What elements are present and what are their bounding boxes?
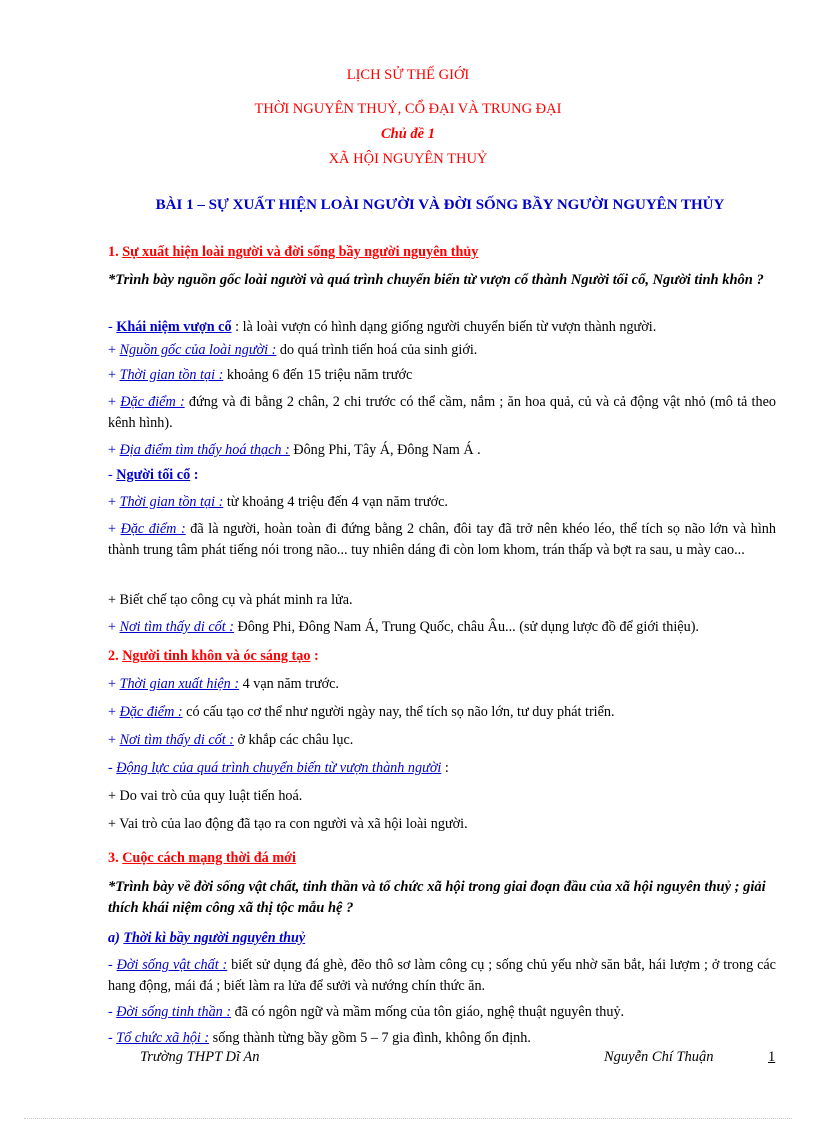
section-3-title: Cuộc cách mạng thời đá mới	[122, 850, 296, 866]
title-period: THỜI NGUYÊN THUỶ, CỔ ĐẠI VÀ TRUNG ĐẠI	[254, 101, 562, 117]
item-vat-chat-text: biết sử dụng đá ghè, đẽo thô sơ làm công cụ ; sống chủ yếu nhờ săn bắt, hái lượm ; ở trong các hang động, mái đá ; biết làm ra lửa để sưởi và nướng chín thức ăn.	[108, 957, 776, 994]
title-subject: LỊCH SỬ THẾ GIỚI	[346, 67, 470, 83]
item-dia-diem-label: Địa điểm tìm thấy hoá thạch :	[119, 442, 290, 458]
item-vuon-co-text: : là loài vượn có hình dạng giống người chuyển biến từ vượn thành người.	[235, 319, 657, 335]
subsection-a-title: Thời kì bầy người nguyên thuỷ	[123, 930, 306, 946]
footer-page-number: 1	[768, 1049, 776, 1065]
title-topic: Chủ đề 1	[381, 126, 435, 142]
item-lao-dong: + Vai trò của lao động đã tạo ra con người và xã hội loài người.	[108, 816, 468, 832]
item-tinh-than-text: đã có ngôn ngữ và mầm mống của tôn giáo, nghệ thuật nguyên thuỷ.	[231, 1004, 625, 1020]
item-noi-tim-thay-2: + Nơi tìm thấy di cốt : ở khắp các châu lục.	[108, 732, 354, 748]
item-noi-tim-thay-1-text: Đông Phi, Đông Nam Á, Trung Quốc, châu Âu... (sử dụng lược đồ để giới thiệu).	[233, 619, 699, 635]
item-tinh-than: - Đời sống tinh thần : đã có ngôn ngữ và mầm mống của tôn giáo, nghệ thuật nguyên thuỷ.	[108, 1004, 625, 1020]
item-thoi-gian-1: + Thời gian tồn tại : khoảng 6 đến 15 triệu năm trước	[108, 367, 413, 383]
item-tien-hoa: + Do vai trò của quy luật tiến hoá.	[108, 788, 303, 804]
page-footer	[140, 1049, 780, 1066]
item-dac-diem-1-label: Đặc điểm :	[120, 394, 185, 410]
item-dac-diem-3-label: Đặc điểm :	[119, 704, 183, 720]
item-dac-diem-3-text: có cấu tạo cơ thể như người ngày nay, thể tích sọ não lớn, tư duy phát triển.	[182, 704, 615, 720]
lesson-title: BÀI 1 – SỰ XUẤT HIỆN LOÀI NGƯỜI VÀ ĐỜI SỐNG BẦY NGƯỜI NGUYÊN THỦY	[155, 197, 725, 213]
item-vuon-co-label: Khái niệm vượn cổ	[116, 319, 232, 335]
item-dac-diem-2: + Đặc điểm : đã là người, hoàn toàn đi đứng bằng 2 chân, đôi tay đã trở nên khéo léo, thể tích sọ não lớn và hình thành trung tâm phát tiếng nói trong não... tuy nhiên dáng đi còn lom khom, trán thấp và bợt ra sau, u mày cao...	[108, 521, 776, 558]
item-noi-tim-thay-1-label: Nơi tìm thấy di cốt :	[119, 619, 234, 635]
item-thoi-gian-3-text: 4 vạn năm trước.	[239, 676, 339, 692]
item-dac-diem-2-text: đã là người, hoàn toàn đi đứng bằng 2 chân, đôi tay đã trở nên khéo léo, thể tích sọ não lớn và hình thành trung tâm phát tiếng nói trong não... tuy nhiên dáng đi còn lom khom, trán thấp và bợt ra sau, u mày cao...	[108, 521, 776, 558]
item-nguoi-toi-co: - Người tối cổ :	[108, 467, 199, 483]
item-thoi-gian-1-label: Thời gian tồn tại :	[119, 367, 224, 383]
item-dac-diem-3: + Đặc điểm : có cấu tạo cơ thể như người ngày nay, thể tích sọ não lớn, tư duy phát triển.	[108, 704, 615, 720]
item-nguoi-toi-co-label: Người tối cổ	[116, 467, 191, 483]
section-2-tail: :	[310, 648, 319, 664]
item-dac-diem-1-text: đứng và đi bằng 2 chân, 2 chi trước có thể cầm, nắm ; ăn hoa quả, củ và cả động vật nhỏ (mô tả theo kênh hình).	[108, 394, 776, 431]
section-3-question: *Trình bày về đời sống vật chất, tinh thần và tổ chức xã hội trong giai đoạn đầu của xã hội nguyên thuỷ ; giải thích khái niệm công xã thị tộc mẫu hệ ?	[108, 879, 766, 916]
item-to-chuc-text: sống thành từng bầy gồm 5 – 7 gia đình, không ổn định.	[209, 1030, 531, 1046]
item-dac-diem-2-label: Đặc điểm :	[120, 521, 186, 537]
item-thoi-gian-1-text: khoảng 6 đến 15 triệu năm trước	[223, 367, 413, 383]
item-nguoi-toi-co-colon: :	[190, 467, 199, 483]
item-dong-luc-label: Động lực của quá trình chuyển biến từ vượn thành người	[116, 760, 442, 776]
subsection-a-prefix: a)	[108, 930, 124, 946]
item-thoi-gian-2-text: từ khoảng 4 triệu đến 4 vạn năm trước.	[223, 494, 448, 510]
section-3-number: 3.	[108, 850, 123, 866]
item-noi-tim-thay-2-text: ở khắp các châu lục.	[233, 732, 354, 748]
item-nguon-goc-text: do quá trình tiến hoá của sinh giới.	[276, 342, 478, 358]
section-3-heading	[108, 848, 776, 869]
item-dong-luc: - Động lực của quá trình chuyển biến từ vượn thành người :	[108, 760, 449, 776]
item-noi-tim-thay-1: + Nơi tìm thấy di cốt : Đông Phi, Đông Nam Á, Trung Quốc, châu Âu... (sử dụng lược đồ để giới thiệu).	[108, 619, 699, 635]
item-tinh-than-label: Đời sống tinh thần :	[116, 1004, 232, 1020]
item-dong-luc-tail: :	[441, 760, 449, 776]
section-2-heading	[108, 646, 776, 667]
page-bottom-divider	[24, 1118, 792, 1119]
item-dac-diem-1: + Đặc điểm : đứng và đi bằng 2 chân, 2 chi trước có thể cầm, nắm ; ăn hoa quả, củ và cả động vật nhỏ (mô tả theo kênh hình).	[108, 394, 776, 431]
item-thoi-gian-3: + Thời gian xuất hiện : 4 vạn năm trước.	[108, 676, 339, 692]
item-vat-chat-label: Đời sống vật chất :	[116, 957, 228, 973]
footer-school: Trường THPT Dĩ An	[140, 1049, 260, 1065]
item-thoi-gian-2-label: Thời gian tồn tại :	[119, 494, 224, 510]
item-nguon-goc: + Nguồn gốc của loài người : do quá trình tiến hoá của sinh giới.	[108, 342, 478, 358]
section-1-title: Sự xuất hiện loài người và đời sống bầy người nguyên thủy	[122, 244, 479, 260]
item-to-chuc: - Tổ chức xã hội : sống thành từng bầy gồm 5 – 7 gia đình, không ổn định.	[108, 1030, 531, 1046]
section-1-question: *Trình bày nguồn gốc loài người và quá trình chuyển biến từ vượn cổ thành Người tối cổ, Người tinh khôn ?	[108, 272, 764, 288]
item-noi-tim-thay-2-label: Nơi tìm thấy di cốt :	[119, 732, 234, 748]
item-nguon-goc-label: Nguồn gốc của loài người :	[119, 342, 277, 358]
item-vat-chat: - Đời sống vật chất : biết sử dụng đá ghè, đẽo thô sơ làm công cụ ; sống chủ yếu nhờ săn bắt, hái lượm ; ở trong các hang động, mái đá ; biết làm ra lửa để sưởi và nướng chín thức ăn.	[108, 957, 776, 994]
footer-author: Nguyễn Chí Thuận	[604, 1049, 714, 1065]
item-lua: + Biết chế tạo công cụ và phát minh ra lửa.	[108, 592, 353, 608]
subsection-a-heading	[108, 928, 776, 949]
section-1-number: 1.	[108, 244, 123, 260]
item-dia-diem: + Địa điểm tìm thấy hoá thạch : Đông Phi, Tây Á, Đông Nam Á .	[108, 442, 481, 458]
section-2-title: Người tinh khôn và óc sáng tạo	[122, 648, 311, 664]
title-topic-name: XÃ HỘI NGUYÊN THUỶ	[328, 151, 488, 167]
item-dia-diem-text: Đông Phi, Tây Á, Đông Nam Á .	[289, 442, 481, 458]
item-thoi-gian-3-label: Thời gian xuất hiện :	[119, 676, 240, 692]
item-to-chuc-label: Tổ chức xã hội :	[116, 1030, 210, 1046]
section-1-heading	[108, 242, 776, 263]
section-2-number: 2.	[108, 648, 123, 664]
item-vuon-co: - Khái niệm vượn cổ : là loài vượn có hình dạng giống người chuyển biến từ vượn thành người.	[108, 319, 657, 335]
item-thoi-gian-2: + Thời gian tồn tại : từ khoảng 4 triệu đến 4 vạn năm trước.	[108, 494, 448, 510]
